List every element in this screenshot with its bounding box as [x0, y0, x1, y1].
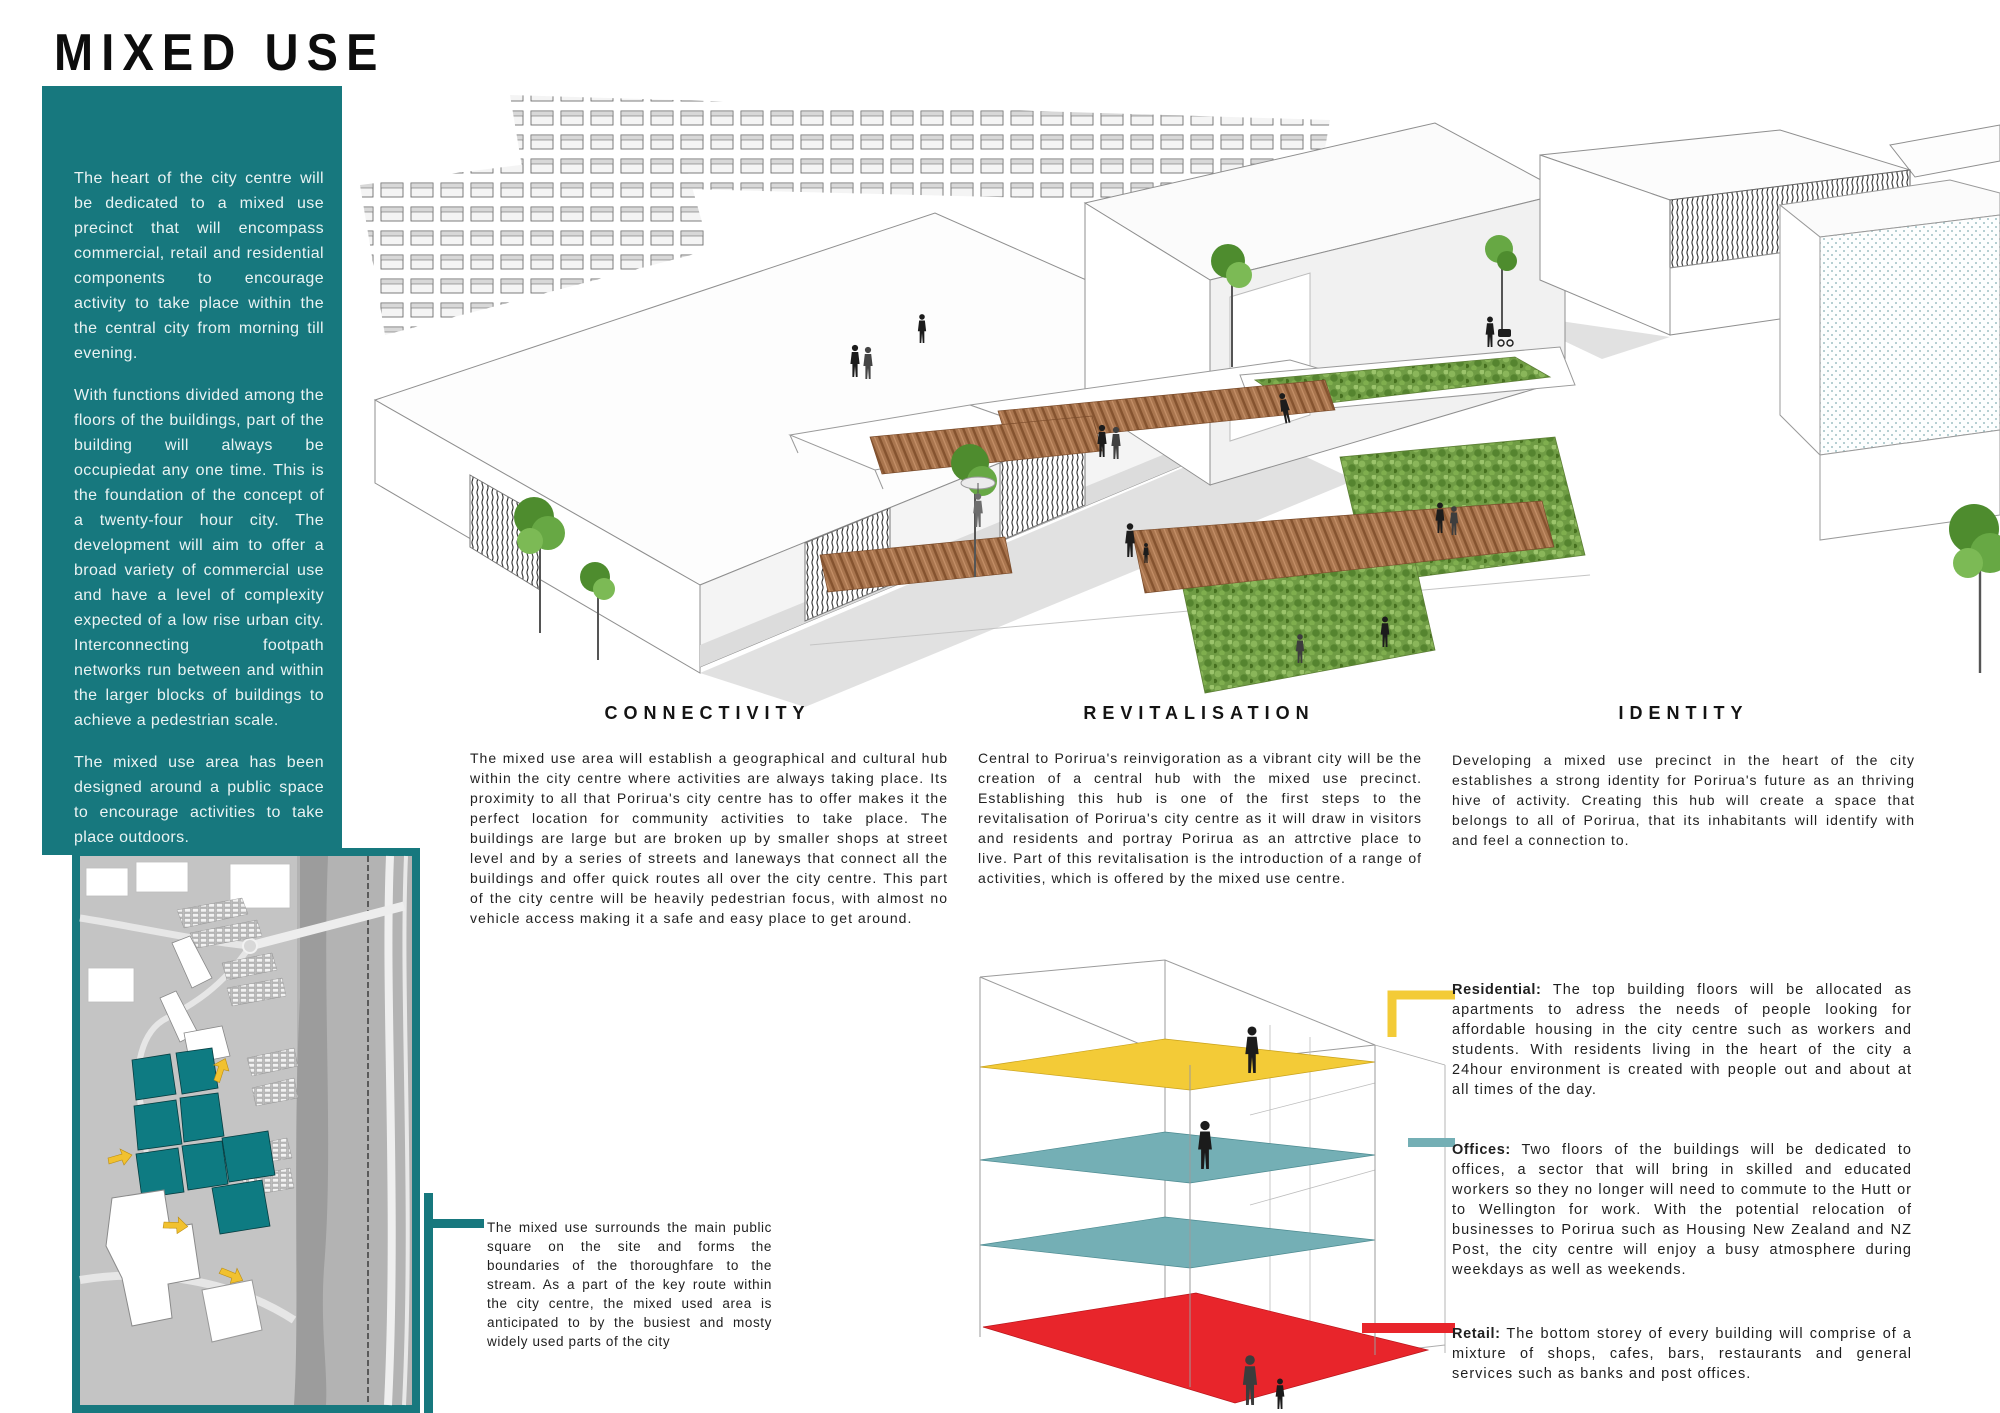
legend-offices-label: Offices: [1452, 1142, 1511, 1158]
map-callout-tick [424, 1219, 484, 1228]
city-render-illustration [350, 85, 2000, 710]
floor-residential [980, 1039, 1375, 1090]
intro-paragraph: The mixed use area has been designed around a public space to encourage activities to take place outdoors. [74, 754, 324, 846]
section-body-identity: Developing a mixed use precinct in the heart of the city establishes a strong identity for Porirua's future as an thriving hive of activity. Creating this hub will create a space that belongs to all of Porirua, that its inhabitants will identify with and feel a connection to. [1452, 752, 1915, 848]
mixed-use-floors-diagram [950, 955, 1455, 1413]
tree-icon [1949, 504, 2000, 673]
legend-offices [1452, 1140, 1912, 1280]
intro-paragraph: The heart of the city centre will be dedicated to a mixed use precinct that will encompass commercial, retail and residential components to encourage activity to take place within the the central city from morning till evening. [74, 170, 324, 362]
legend-retail-text: The bottom storey of every building will comprise of a mixture of shops, cafes, bars, restaurants and general services such as banks and post offices. [1452, 1326, 1912, 1382]
residential-callout-line [1392, 995, 1455, 1037]
legend-offices-text: Two floors of the buildings will be dedicated to offices, a sector that will bring in skilled and educated workers so they no longer will need to commute to the Hutt or to Wellington for work. With the potential relocation of businesses to Porirua such as Housing New Zealand and NZ Post, the city centre will enjoy a busy atmosphere during weekdays as well as weekends. [1452, 1142, 1912, 1278]
section-heading-revitalisation: REVITALISATION [1083, 703, 1315, 723]
building-dotted [1780, 180, 2000, 540]
legend-retail [1452, 1324, 1912, 1384]
floor-office-lower [980, 1217, 1375, 1268]
legend-residential-label: Residential: [1452, 982, 1542, 998]
legend-retail-label: Retail: [1452, 1326, 1501, 1342]
floor-retail [983, 1293, 1428, 1403]
section-heading-connectivity: CONNECTIVITY [604, 703, 811, 723]
intro-paragraph: With functions divided among the floors of the buildings, part of the building will always be occupiedat any one time. This is the foundation of the concept of a twenty-four hour city. The development will aim to offer a broad variety of commercial use and have a level of complexity expected of a low rise urban city. Interconnecting footpath networks run between and within the larger blocks of buildings to achieve a pedestrian scale. [74, 387, 324, 729]
retail-callout-line [1362, 1323, 1455, 1333]
page-title: MIXED USE [54, 23, 386, 82]
intro-panel [42, 86, 342, 855]
offices-callout-line [1408, 1138, 1455, 1147]
floor-office-upper [980, 1132, 1375, 1183]
section-body-revitalisation: Central to Porirua's reinvigoration as a vibrant city will be the creation of a central hub with the mixed use precinct. Establishing this hub is one of the first steps to the revitalisation of Porirua's city centre as it will draw in visitors and residents and portray Porirua as an attrctive place to live. Part of this revitalisation is the introduction of a range of activities, which is offered by the mixed use centre. [978, 750, 1422, 886]
map-note: The mixed use surrounds the main public square on the site and forms the boundaries of the thoroughfare to the stream. As a part of the key route within the city centre, the mixed used area is anticipated to by the busiest and mosty widely used parts of the city [487, 1220, 772, 1349]
site-map [72, 848, 420, 1413]
legend-residential-text: The top building floors will be allocated as apartments to adress the needs of people looking for affordable housing in the city centre such as workers and students. With residents living in the heart of the city a 24hour environment is created with people out and about at all times of the day. [1452, 982, 1912, 1098]
section-heading-identity: IDENTITY [1618, 703, 1749, 723]
section-body-connectivity: The mixed use area will establish a geographical and cultural hub within the city centre where activities are always taking place. Its proximity to all that Porirua's city centre has to offer makes it the perfect location for community activities to take place. The buildings are large but are broken up by smaller shops at street level and by a series of streets and laneways that connect all the buildings and offer quick routes all over the city centre. This part of the city centre will be heavily pedestrian focus, with almost no vehicle access making it a safe and easy place to get around. [470, 750, 948, 926]
legend-residential [1452, 980, 1912, 1100]
